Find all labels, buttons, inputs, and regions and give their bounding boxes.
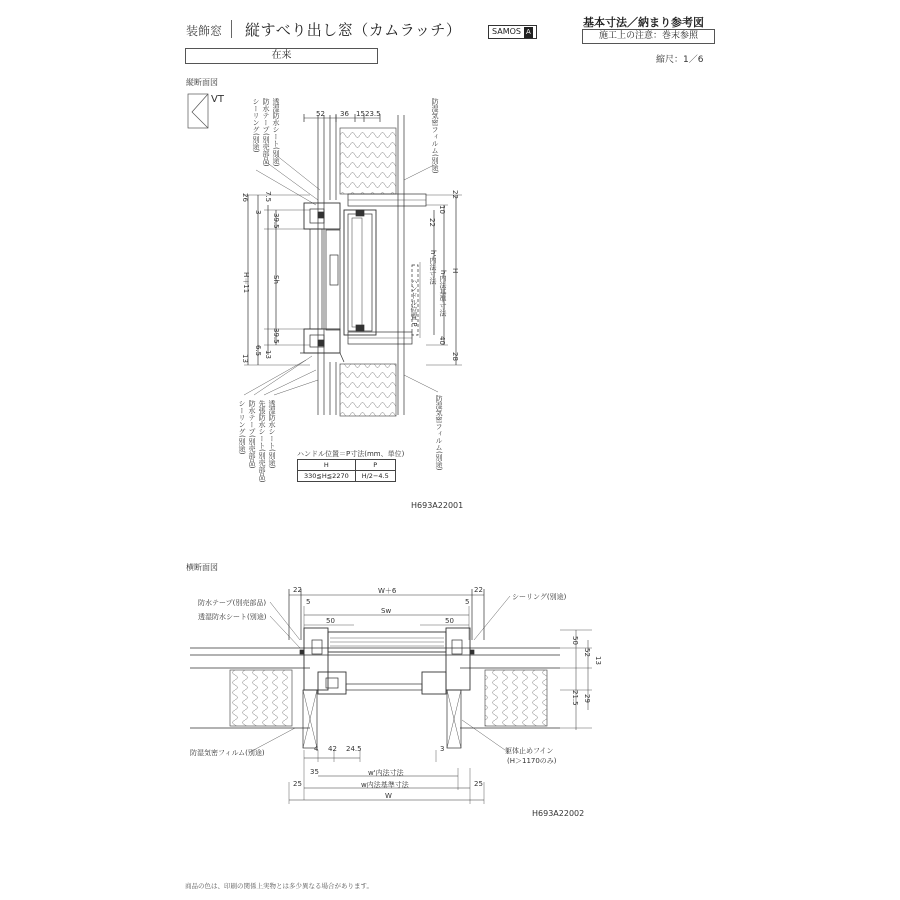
- v-left-label-3: 透湿防水シート(別途): [272, 98, 280, 167]
- h-dim-bottom-9: w内法基準寸法: [361, 781, 409, 789]
- v-dim-right-5: h内法基準寸法: [439, 270, 447, 317]
- h-dim-bottom-8: w'内法寸法: [368, 769, 404, 777]
- h-dim-bottom-4: 3: [440, 745, 445, 753]
- handle-table-cell-h: 330≦H≦2270: [298, 471, 356, 482]
- h-dim-bottom-1: 4: [314, 745, 319, 753]
- h-right-bottom-label-2: (H＞1170のみ): [507, 757, 557, 765]
- v-dim-left-5: H＋11: [242, 272, 250, 294]
- brand-badge-text: SAMOS: [492, 27, 521, 36]
- handle-table-caption: ハンドル位置＝P寸法(mm、単位): [297, 450, 405, 458]
- v-dim-left-4: 39.5: [272, 213, 280, 229]
- v-left-label-1: シーリング(別途): [252, 98, 260, 153]
- v-dim-right-6: h'内法寸法: [429, 250, 437, 285]
- footer-disclaimer: 商品の色は、印刷の関係上実物とは多少異なる場合があります。: [185, 882, 373, 890]
- h-dim-top-3: 22: [474, 586, 483, 594]
- v-right-label-1: 防湿気密フィルム(別途): [431, 98, 439, 174]
- h-dim-top-8: 50: [445, 617, 454, 625]
- category-label: 装飾窓: [186, 24, 223, 38]
- v-dim-left-6: Sh: [272, 275, 280, 284]
- h-dim-bottom-5: 35: [310, 768, 319, 776]
- h-dim-bottom-6: 25: [293, 780, 302, 788]
- v-dim-right-9: 28: [451, 352, 459, 361]
- h-dim-top-1: 22: [293, 586, 302, 594]
- page-title: 縦すべり出し窓（カムラッチ）: [245, 21, 462, 39]
- h-dim-bottom-10: W: [385, 792, 392, 800]
- vertical-drawing-code: H693A22001: [411, 501, 464, 510]
- v-bottom-right-label-1: 防湿気密フィルム(別途): [435, 395, 443, 471]
- h-dim-top-5: 5: [465, 598, 470, 606]
- h-dim-bottom-3: 24.5: [346, 745, 362, 753]
- v-dim-top-2: 36: [340, 110, 349, 118]
- v-bottom-left-label-2: 防水テープ(別売部品): [248, 400, 256, 469]
- v-dim-top-1: 52: [316, 110, 325, 118]
- vertical-section-title: 縦断面図: [186, 78, 218, 87]
- scale-label: 縮尺：1／6: [656, 55, 704, 65]
- v-dim-right-7: ハンドル位置 P: [410, 278, 418, 327]
- v-left-label-2: 防水テープ(別売部品): [262, 98, 270, 167]
- v-dim-right-2: 10: [438, 205, 446, 214]
- v-dim-left-9: 6.5: [254, 345, 262, 357]
- v-bottom-left-label-4: 透湿防水シート(別途): [268, 400, 276, 469]
- handle-table-header-p: P: [355, 460, 395, 471]
- h-dim-top-4: 5: [306, 598, 311, 606]
- h-left-label-2: 透湿防水シート(別途): [198, 613, 267, 621]
- construction-type-box: 在来: [185, 48, 378, 64]
- handle-table-cell-p: H/2−4.5: [355, 471, 395, 482]
- v-dim-left-10: 13: [264, 350, 272, 359]
- v-dim-left-2: 7.5: [264, 191, 272, 203]
- brand-badge-mark: A: [525, 28, 531, 36]
- v-dim-left-3: 3: [254, 210, 262, 215]
- h-dim-right-4: 21.5: [571, 690, 579, 706]
- vertical-section-drawing: [244, 114, 462, 416]
- v-bottom-left-label-3: 先張防水シート(別売部品): [258, 400, 266, 483]
- construction-note: 施工上の注意：巻末参照: [582, 29, 715, 44]
- h-dim-bottom-2: 42: [328, 745, 337, 753]
- h-left-label-1: 防水テープ(別売部品): [198, 599, 267, 607]
- v-dim-right-1: 22: [451, 190, 459, 199]
- h-dim-right-1: 50: [571, 636, 579, 645]
- v-dim-left-7: 39.5: [272, 328, 280, 344]
- h-right-label: シーリング(別途): [512, 593, 567, 601]
- h-dim-right-3: 13: [594, 656, 602, 665]
- h-dim-top-6: Sw: [381, 607, 392, 615]
- h-right-bottom-label-1: 躯体止めフイン: [505, 747, 554, 755]
- horizontal-section-drawing: [190, 589, 592, 804]
- h-dim-bottom-7: 25: [474, 780, 483, 788]
- vt-label: VT: [211, 94, 224, 105]
- vt-symbol: [188, 94, 208, 128]
- handle-table-header-h: H: [298, 460, 356, 471]
- v-dim-right-8: 40: [438, 336, 446, 345]
- horizontal-section-title: 横断面図: [186, 563, 218, 572]
- v-dim-left-8: 13: [241, 354, 249, 363]
- drawing-type-title: 基本寸法／納まり参考図: [583, 16, 704, 29]
- horizontal-drawing-code: H693A22002: [532, 809, 585, 818]
- h-dim-right-2: 52: [583, 648, 591, 657]
- h-bottom-left-label: 防湿気密フィルム(別途): [190, 749, 265, 757]
- v-dim-right-3: 22: [428, 218, 436, 227]
- h-dim-top-7: 50: [326, 617, 335, 625]
- v-dim-top-4: 23.5: [365, 110, 381, 118]
- v-dim-right-4: H: [451, 268, 459, 274]
- h-dim-right-5: 29: [583, 694, 591, 703]
- v-dim-left-1: 26: [241, 193, 249, 202]
- v-dim-top-3: 15: [356, 110, 365, 118]
- v-bottom-left-label-1: シーリング(別途): [238, 400, 246, 455]
- h-dim-top-2: W＋6: [378, 587, 397, 595]
